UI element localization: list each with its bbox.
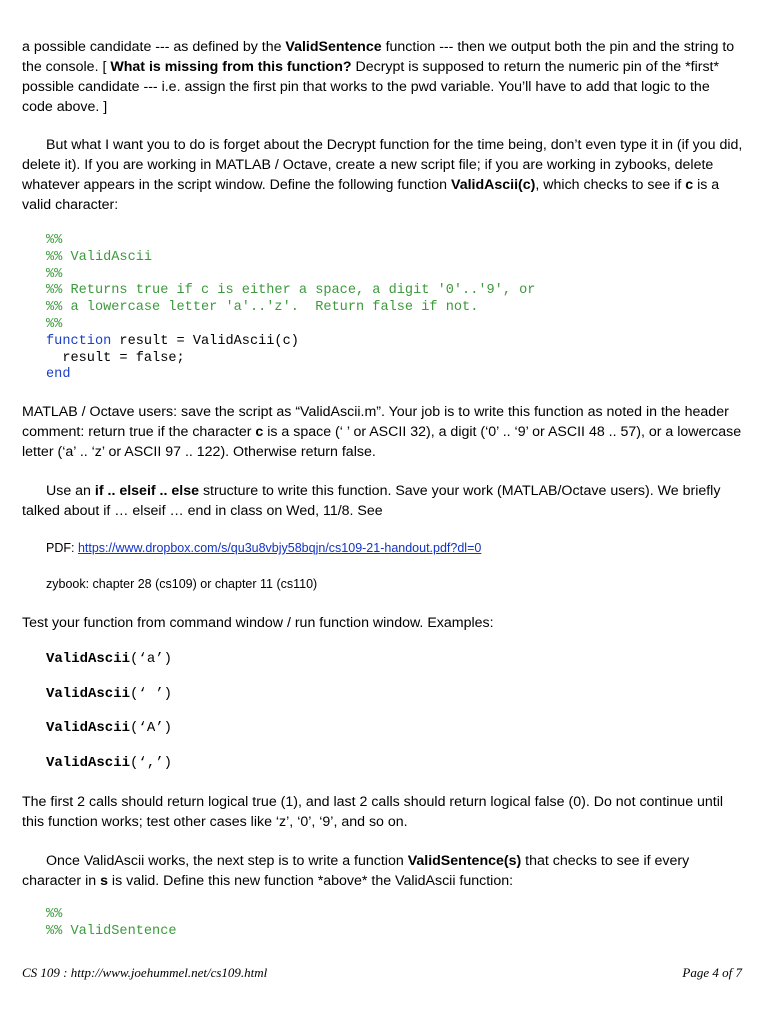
handout-link[interactable]: https://www.dropbox.com/s/qu3u8vbjy58bqjn/cs109-21-handout.pdf?dl=0 (77, 541, 482, 555)
paragraph-if-structure: Use an if .. elseif .. else structure to write this function. Save your work (MATLAB/Octave users). We briefly talked about if … elseif … end in class on Wed, 11/8. See (22, 483, 721, 519)
paragraph-test: Test your function from command window / run function window. Examples: (22, 615, 494, 631)
footer-page-number: Page 4 of 7 (682, 965, 742, 980)
code-block-validascii (46, 233, 535, 384)
code-body: result = false; (46, 350, 185, 366)
example-call: ValidAscii(‘,’) (46, 755, 173, 771)
paragraph-results: The first 2 calls should return logical true (1), and last 2 calls should return logical false (0). Do not continue until this function works; test other cases like ‘z’, ‘0’, ‘9’, and so on. (22, 794, 724, 830)
code-signature: result = ValidAscii(c) (111, 333, 299, 349)
paragraph-save-script: MATLAB / Octave users: save the script as “ValidAscii.m”. Your job is to write this function as noted in the header comment: return true if the character c is a space (‘ ’ or ASCII 32), a digit (‘0’ .. ‘9’ or ASCII 48 .. 57), or a lowercase letter (‘a’ .. ‘z’ or ASCII 97 .. 122). Otherwise return false. (22, 404, 742, 460)
paragraph-instructions: But what I want you to do is forget about the Decrypt function for the time being, don’t even type it in (if you did, delete it). If you are working in MATLAB / Octave, create a new script file; if you are working in zybooks, delete whatever appears in the script window. Define the following function ValidAscii(c), which checks to see if c is a valid character: (22, 137, 743, 213)
code-comment: %% (46, 233, 63, 248)
code-comment: %% a lowercase letter 'a'..'z'. Return false if not. (46, 300, 479, 316)
code-keyword: end (46, 367, 71, 383)
code-block-validsentence (46, 907, 177, 941)
pdf-reference: PDF: https://www.dropbox.com/s/qu3u8vbjy58bqjn/cs109-21-handout.pdf?dl=0 (46, 541, 482, 555)
paragraph-candidate: a possible candidate --- as defined by the ValidSentence function --- then we output both the pin and the string to the console. [ What is missing from this function? Decrypt is supposed to return the numeric pin of the *first* possible candidate --- i.e. assign the first pin that works to the pwd variable. You’ll have to add that logic to the code above. ] (22, 39, 735, 115)
code-comment: %% ValidAscii (46, 249, 153, 265)
zybook-reference: zybook: chapter 28 (cs109) or chapter 11 (cs110) (46, 577, 318, 591)
paragraph-validsentence: Once ValidAscii works, the next step is to write a function ValidSentence(s) that checks to see if every character in s is valid. Define this new function *above* the ValidAscii function: (22, 853, 690, 889)
footer-course: CS 109 : http://www.joehummel.net/cs109.html (22, 965, 268, 980)
code-comment: %% (46, 316, 63, 332)
example-call: ValidAscii(‘A’) (46, 720, 173, 736)
code-comment: %% Returns true if c is either a space, a digit '0'..'9', or (46, 283, 536, 299)
code-comment: %% (46, 266, 63, 282)
example-call: ValidAscii(‘a’) (46, 651, 173, 667)
example-call: ValidAscii(‘ ’) (46, 686, 173, 702)
code-comment: %% (46, 907, 63, 922)
code-keyword: function (46, 333, 112, 349)
code-comment: %% ValidSentence (46, 923, 177, 939)
